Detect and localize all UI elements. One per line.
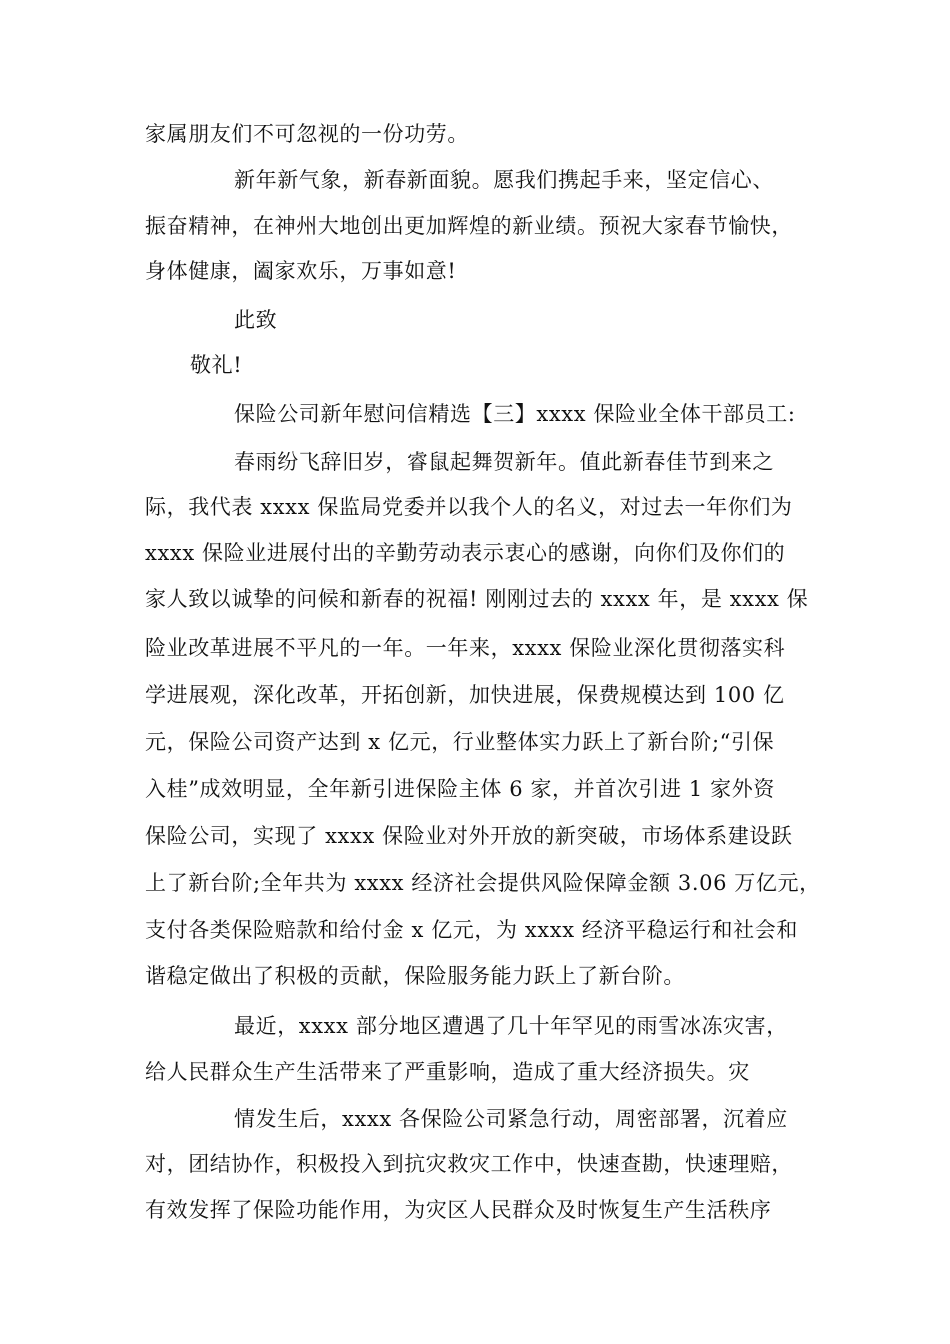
- closing-regards: 敬礼!: [190, 353, 243, 377]
- text-line: 险业改革进展不平凡的一年。一年来，xxxx 保险业深化贯彻落实科: [145, 636, 786, 660]
- text-line: xxxx 保险业进展付出的辛勤劳动表示衷心的感谢，向你们及你们的: [145, 541, 786, 565]
- text-line: 身体健康，阖家欢乐，万事如意!: [145, 259, 457, 283]
- text-line: 学进展观，深化改革，开拓创新，加快进展，保费规模达到 100 亿: [145, 683, 785, 707]
- text-line: 振奋精神，在神州大地创出更加辉煌的新业绩。预祝大家春节愉快，: [145, 214, 793, 238]
- text-line: 支付各类保险赔款和给付金 x 亿元，为 xxxx 经济平稳运行和社会和: [145, 918, 798, 942]
- text-line: 入桂”成效明显，全年新引进保险主体 6 家，并首次引进 1 家外资: [145, 777, 775, 801]
- text-line: 春雨纷飞辞旧岁，睿鼠起舞贺新年。值此新春佳节到来之: [234, 450, 774, 474]
- text-line: 谐稳定做出了积极的贡献，保险服务能力跃上了新台阶。: [145, 964, 685, 988]
- text-line: 最近，xxxx 部分地区遭遇了几十年罕见的雨雪冰冻灾害，: [234, 1014, 788, 1038]
- text-line: 对，团结协作，积极投入到抗灾救灾工作中，快速查勘，快速理赔，: [145, 1152, 793, 1176]
- text-line: 给人民群众生产生活带来了严重影响，造成了重大经济损失。灾: [145, 1060, 750, 1084]
- closing-salutation: 此致: [234, 308, 278, 332]
- section-heading: 保险公司新年慰问信精选【三】xxxx 保险业全体干部员工:: [234, 402, 796, 426]
- text-line: 情发生后，xxxx 各保险公司紧急行动，周密部署，沉着应: [234, 1107, 788, 1131]
- text-line: 保险公司，实现了 xxxx 保险业对外开放的新突破，市场体系建设跃: [145, 824, 793, 848]
- text-line: 新年新气象，新春新面貌。愿我们携起手来，坚定信心、: [234, 168, 774, 192]
- text-line: 上了新台阶;全年共为 xxxx 经济社会提供风险保障金额 3.06 万亿元，: [145, 871, 821, 895]
- text-line: 家人致以诚挚的问候和新春的祝福! 刚刚过去的 xxxx 年，是 xxxx 保: [145, 587, 809, 611]
- text-line: 有效发挥了保险功能作用，为灾区人民群众及时恢复生产生活秩序: [145, 1198, 772, 1222]
- text-line: 家属朋友们不可忽视的一份功劳。: [145, 122, 469, 146]
- text-line: 元，保险公司资产达到 x 亿元，行业整体实力跃上了新台阶;“引保: [145, 730, 775, 754]
- text-line: 际，我代表 xxxx 保监局党委并以我个人的名义，对过去一年你们为: [145, 495, 793, 519]
